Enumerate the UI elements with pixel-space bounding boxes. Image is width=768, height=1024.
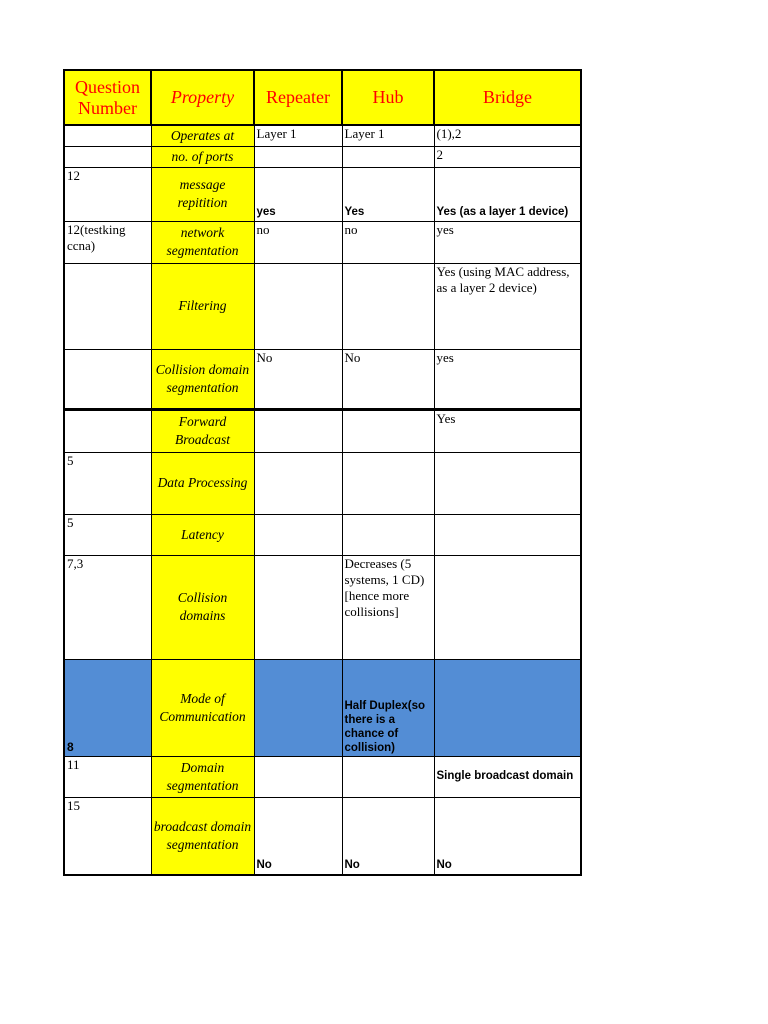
cell-property: Collision domain segmentation — [151, 349, 254, 409]
header-bridge: Bridge — [434, 70, 581, 125]
cell-hub: No — [342, 349, 434, 409]
cell-hub — [342, 409, 434, 452]
cell-bridge: Yes (using MAC address, as a layer 2 device) — [434, 263, 581, 349]
cell-question — [64, 125, 151, 146]
cell-hub — [342, 146, 434, 167]
cell-bridge — [434, 452, 581, 514]
cell-question: 11 — [64, 756, 151, 797]
cell-repeater — [254, 263, 342, 349]
row-message-repitition — [64, 167, 581, 221]
cell-repeater — [254, 555, 342, 659]
header-row — [64, 70, 581, 125]
cell-hub: No — [342, 797, 434, 875]
cell-repeater: Layer 1 — [254, 125, 342, 146]
cell-repeater — [254, 409, 342, 452]
cell-repeater — [254, 514, 342, 555]
row-domain-segmentation — [64, 756, 581, 797]
header-repeater: Repeater — [254, 70, 342, 125]
cell-hub: Decreases (5 systems, 1 CD) [hence more collisions] — [342, 555, 434, 659]
row-operates-at — [64, 125, 581, 146]
cell-bridge — [434, 659, 581, 756]
comparison-table — [63, 69, 582, 876]
cell-property: Mode of Communication — [151, 659, 254, 756]
cell-bridge: (1),2 — [434, 125, 581, 146]
cell-question: 12 — [64, 167, 151, 221]
cell-hub: Half Duplex(so there is a chance of collision) — [342, 659, 434, 756]
cell-property: Filtering — [151, 263, 254, 349]
cell-repeater: no — [254, 221, 342, 263]
cell-property: no. of ports — [151, 146, 254, 167]
cell-question: 8 — [64, 659, 151, 756]
row-mode-of-communication — [64, 659, 581, 756]
cell-property: Domain segmentation — [151, 756, 254, 797]
cell-property: message repitition — [151, 167, 254, 221]
row-filtering — [64, 263, 581, 349]
cell-bridge: No — [434, 797, 581, 875]
cell-repeater — [254, 659, 342, 756]
cell-bridge: yes — [434, 221, 581, 263]
row-latency — [64, 514, 581, 555]
cell-question: 12(testking ccna) — [64, 221, 151, 263]
cell-question — [64, 409, 151, 452]
header-property: Property — [151, 70, 254, 125]
cell-property: Latency — [151, 514, 254, 555]
cell-question — [64, 146, 151, 167]
cell-question: 7,3 — [64, 555, 151, 659]
cell-hub — [342, 514, 434, 555]
cell-hub — [342, 263, 434, 349]
row-broadcast-domain-segmentation — [64, 797, 581, 875]
cell-hub: Layer 1 — [342, 125, 434, 146]
cell-question: 5 — [64, 514, 151, 555]
cell-hub — [342, 452, 434, 514]
cell-property: Operates at — [151, 125, 254, 146]
cell-repeater — [254, 756, 342, 797]
cell-bridge: 2 — [434, 146, 581, 167]
cell-repeater — [254, 146, 342, 167]
cell-property: broadcast domain segmentation — [151, 797, 254, 875]
cell-hub: no — [342, 221, 434, 263]
cell-repeater — [254, 452, 342, 514]
cell-property: Collision domains — [151, 555, 254, 659]
cell-bridge: Yes — [434, 409, 581, 452]
row-collision-domains — [64, 555, 581, 659]
row-network-segmentation — [64, 221, 581, 263]
row-collision-domain-segmentation — [64, 349, 581, 409]
cell-question: 15 — [64, 797, 151, 875]
cell-repeater: No — [254, 349, 342, 409]
cell-property: network segmentation — [151, 221, 254, 263]
cell-property: Forward Broadcast — [151, 409, 254, 452]
cell-bridge: yes — [434, 349, 581, 409]
cell-question — [64, 263, 151, 349]
cell-repeater: No — [254, 797, 342, 875]
cell-bridge: Yes (as a layer 1 device) — [434, 167, 581, 221]
cell-hub — [342, 756, 434, 797]
row-data-processing — [64, 452, 581, 514]
header-hub: Hub — [342, 70, 434, 125]
cell-bridge — [434, 514, 581, 555]
row-no-of-ports — [64, 146, 581, 167]
header-question-number: Question Number — [64, 70, 151, 125]
cell-hub: Yes — [342, 167, 434, 221]
cell-bridge — [434, 555, 581, 659]
cell-question — [64, 349, 151, 409]
cell-property: Data Processing — [151, 452, 254, 514]
cell-bridge: Single broadcast domain — [434, 756, 581, 797]
cell-repeater: yes — [254, 167, 342, 221]
row-forward-broadcast — [64, 409, 581, 452]
cell-question: 5 — [64, 452, 151, 514]
